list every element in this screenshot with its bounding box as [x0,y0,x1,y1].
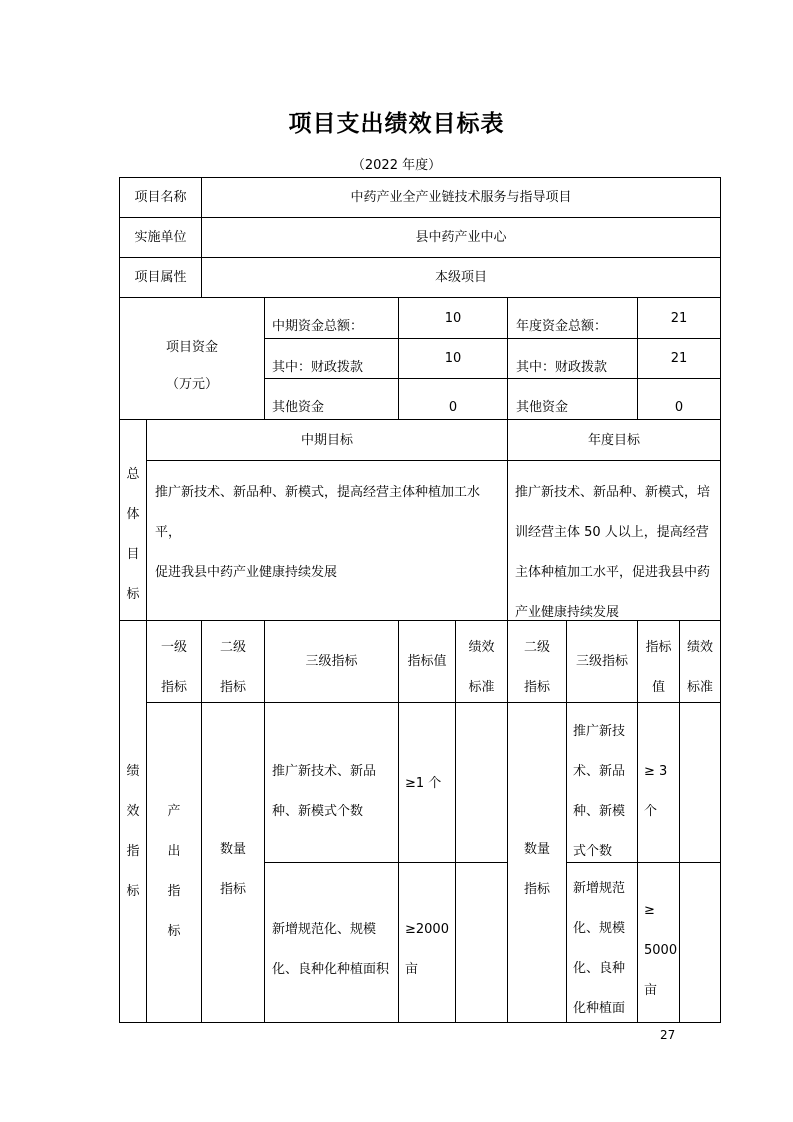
row1-year-level3-line: 式个数 [573,844,613,859]
funds-label-line1: 项目资金 [165,340,218,355]
row2-value-line: 亩 [405,962,419,977]
header-year-standard [680,628,720,708]
row1-value: ≥1 个 [405,776,442,791]
year-goal-line: 训经营主体 50 人以上，提高经营 [515,525,709,540]
perf-side-char: 绩 [126,764,140,779]
goals-side-label [120,455,146,615]
year-total-value: 21 [670,310,688,326]
header-year-level3: 三级指标 [575,654,628,669]
header-value: 指标值 [407,654,447,669]
year-other-label: 其他资金 [516,400,569,415]
unit-label: 实施单位 [134,230,187,245]
header-text: 指标 [219,680,246,695]
header-year-level2 [508,628,566,708]
row1-year-value-line: ≥ 3 [644,764,668,779]
row2-year-level3 [573,869,637,1029]
unit-value: 县中药产业中心 [415,230,507,245]
header-level3: 三级指标 [305,654,358,669]
year-fiscal-label: 其中：财政拨款 [516,360,608,375]
mid-goal-header: 中期目标 [300,432,353,448]
row2-year-level3-line: 化种植面 [573,1001,626,1016]
row2-level3-line: 化、良种化种植面积 [272,962,390,977]
perf-side-label [120,752,146,912]
row1-level3-line: 推广新技术、新品 [272,764,377,779]
level2-text: 指标 [219,882,246,897]
header-text: 二级 [219,640,246,655]
row1-year-value [644,752,679,832]
row2-year-value-line: ≥ [644,903,655,918]
attr-label: 项目属性 [134,270,187,285]
row2-year-value [644,891,679,1011]
mid-goal-line: 促进我县中药产业健康持续发展 [155,565,338,580]
header-text: 指标 [645,640,672,655]
level1-char: 产 [167,804,181,819]
header-text: 一级 [160,640,187,655]
header-text: 指标 [523,680,550,695]
year-goal-line: 产业健康持续发展 [515,605,620,620]
row1-year-level3-line: 术、新品 [573,764,626,779]
header-text: 绩效 [468,640,495,655]
funds-label [120,298,264,419]
header-year-value [638,628,679,708]
row2-level3 [272,910,398,990]
row2-year-level3-line: 新增规范 [573,881,626,896]
row2-year-level3-line: 化、良种 [573,961,626,976]
page-number: 27 [660,1028,676,1042]
row1-year-value-line: 个 [644,804,658,819]
year-label: （2022 年度） [351,158,442,173]
row2-year-value-line: 亩 [644,983,658,998]
level2-text: 数量 [523,842,550,857]
year-fiscal-value: 21 [670,351,688,366]
row1-year-level3-line: 推广新技 [573,724,626,739]
mid-total-label: 中期资金总额： [272,319,364,334]
year-goal-line: 推广新技术、新品种、新模式，培 [515,485,711,500]
project-name-label: 项目名称 [134,190,187,205]
mid-fiscal-value: 10 [444,351,462,366]
level1-char: 出 [167,844,181,859]
year-goal-line: 主体种植加工水平，促进我县中药 [515,565,711,580]
mid-goal-text [155,473,505,593]
mid-other-value: 0 [448,400,458,415]
header-level2 [202,628,264,708]
mid-other-label: 其他资金 [272,400,325,415]
row1-year-level3-line: 种、新模 [573,804,626,819]
level2-indicator [202,830,264,910]
level1-char: 标 [167,924,181,939]
row2-year-value-line: 5000 [644,943,678,958]
year-goal-header: 年度目标 [587,432,640,448]
goals-side-char: 标 [126,587,140,602]
funds-label-line2: （万元） [165,377,218,392]
row1-year-level3 [573,712,637,872]
page-title: 项目支出绩效目标表 [288,111,505,137]
year-total-label: 年度资金总额： [516,319,608,334]
row1-level3 [272,752,396,832]
header-standard [456,628,507,708]
header-level1 [147,628,201,708]
year-other-value: 0 [674,400,684,415]
perf-side-char: 指 [126,844,140,859]
mid-fiscal-label: 其中：财政拨款 [272,360,364,375]
project-name-value: 中药产业全产业链技术服务与指导项目 [350,190,572,205]
level1-char: 指 [167,884,181,899]
perf-side-char: 效 [126,804,140,819]
year-level2-indicator [508,830,566,910]
mid-goal-line: 推广新技术、新品种、新模式，提高经营主体种植加工水平， [155,485,481,540]
level1-indicator [147,792,201,952]
header-text: 绩效 [686,640,713,655]
level2-text: 指标 [523,882,550,897]
header-text: 值 [651,680,665,695]
goals-side-char: 目 [126,547,140,562]
header-text: 指标 [160,680,187,695]
level2-text: 数量 [219,842,246,857]
header-text: 标准 [468,680,495,695]
attr-value: 本级项目 [434,270,487,285]
goals-side-char: 体 [126,507,140,522]
row2-value-line: ≥2000 [405,922,449,937]
row2-level3-line: 新增规范化、规模 [272,922,377,937]
row2-value [405,910,455,990]
mid-total-value: 10 [444,310,462,326]
goals-side-char: 总 [126,467,140,482]
header-text: 标准 [686,680,713,695]
row1-level3-line: 种、新模式个数 [272,804,364,819]
perf-side-char: 标 [126,884,140,899]
year-goal-text [515,473,719,633]
header-text: 二级 [523,640,550,655]
row2-year-level3-line: 化、规模 [573,921,626,936]
